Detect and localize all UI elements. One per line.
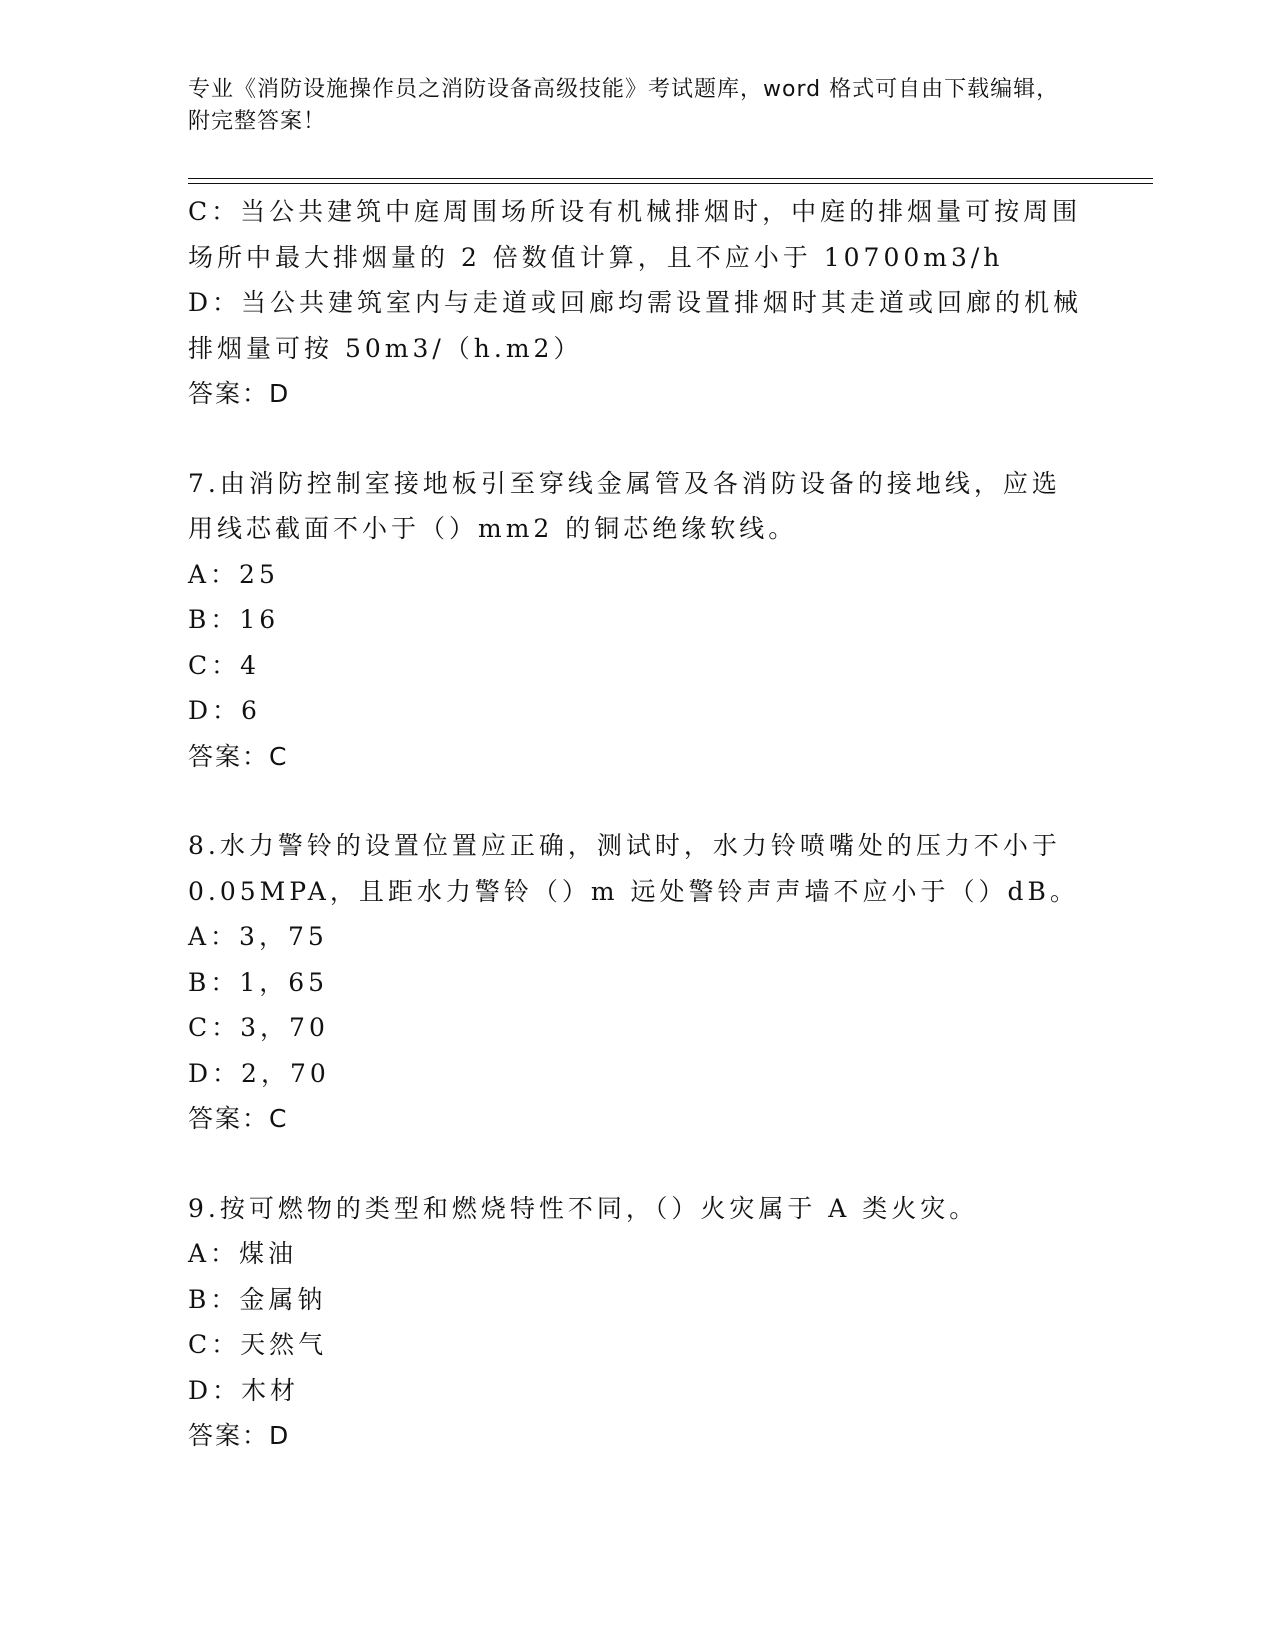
option-a: A：煤油 bbox=[188, 1239, 298, 1268]
header-divider-bottom bbox=[188, 183, 1153, 184]
header-divider-top bbox=[188, 178, 1153, 179]
answer-line: 答案：C bbox=[188, 1104, 289, 1133]
option-c-line-1: C：当公共建筑中庭周围场所设有机械排烟时，中庭的排烟量可按周围 bbox=[188, 197, 1082, 226]
option-c: C：天然气 bbox=[188, 1330, 328, 1359]
question-stem-line-1: 9.按可燃物的类型和燃烧特性不同，（）火灾属于 A 类火灾。 bbox=[188, 1193, 979, 1223]
question-content bbox=[188, 189, 1088, 1459]
answer-line: 答案：C bbox=[188, 741, 289, 771]
option-c: C：3，70 bbox=[188, 1013, 329, 1042]
question-stem-line-2: 0.05MPA，且距水力警铃（）m 远处警铃声声墙不应小于（）dB。 bbox=[188, 876, 1079, 906]
option-b: B：16 bbox=[188, 605, 280, 634]
option-c-line-2: 场所中最大排烟量的 2 倍数值计算，且不应小于 10700m3/h bbox=[188, 242, 1004, 272]
previous-question-tail bbox=[188, 189, 1088, 417]
question-stem-line-1: 7.由消防控制室接地板引至穿线金属管及各消防设备的接地线，应选 bbox=[188, 468, 1061, 498]
option-b: B：金属钠 bbox=[188, 1284, 327, 1314]
header-intro-text: 专业《消防设施操作员之消防设备高级技能》考试题库，word 格式可自由下载编辑，附完整答案！ bbox=[188, 77, 1060, 134]
option-d: D：6 bbox=[188, 696, 261, 725]
option-d: D：2，70 bbox=[188, 1058, 330, 1088]
spacer bbox=[188, 417, 1088, 461]
spacer bbox=[188, 779, 1088, 823]
question-stem-line-1: 8.水力警铃的设置位置应正确，测试时，水力铃喷嘴处的压力不小于 bbox=[188, 831, 1061, 860]
question-9 bbox=[188, 1186, 1088, 1459]
option-d: D：木材 bbox=[188, 1375, 300, 1405]
answer-line: 答案：D bbox=[188, 1421, 291, 1450]
question-7 bbox=[188, 461, 1088, 780]
option-a: A：3，75 bbox=[188, 922, 328, 951]
answer-line: 答案：D bbox=[188, 379, 291, 408]
question-8 bbox=[188, 823, 1088, 1142]
spacer bbox=[188, 1142, 1088, 1186]
question-stem-line-2: 用线芯截面不小于（）mm2 的铜芯绝缘软线。 bbox=[188, 514, 798, 543]
option-c: C：4 bbox=[188, 650, 261, 680]
option-a: A：25 bbox=[188, 559, 279, 589]
option-d-line-1: D：当公共建筑室内与走道或回廊均需设置排烟时其走道或回廊的机械 bbox=[188, 288, 1083, 317]
option-b: B：1，65 bbox=[188, 967, 329, 997]
option-d-line-2: 排烟量可按 50m3/（h.m2） bbox=[188, 333, 583, 363]
document-header bbox=[188, 74, 1068, 138]
